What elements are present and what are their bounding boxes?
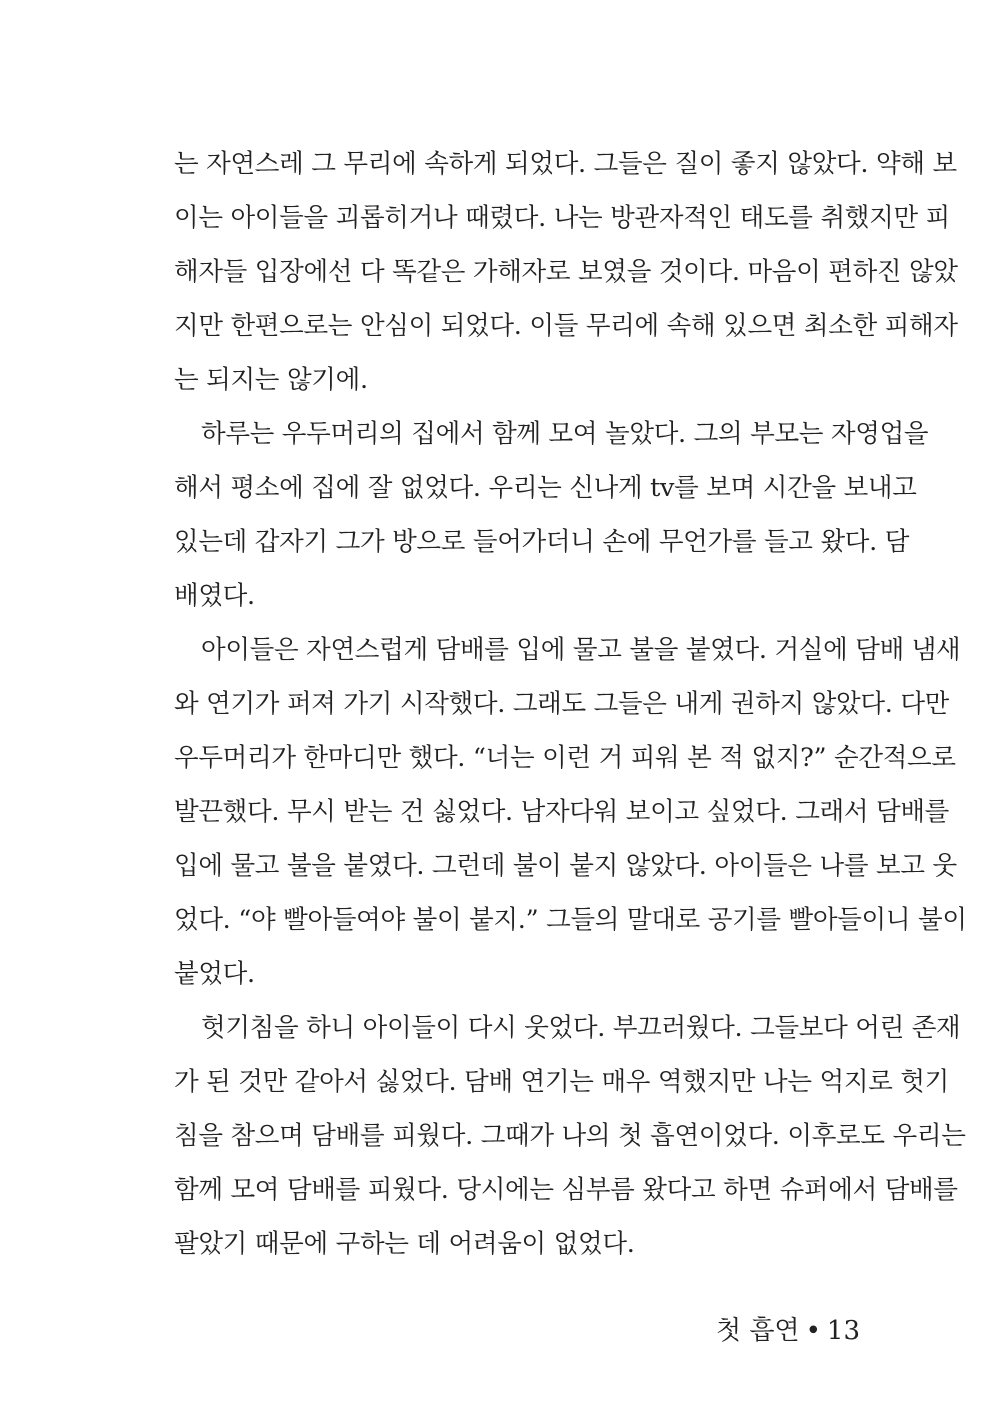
text-line: 지만 한편으로는 안심이 되었다. 이들 무리에 속해 있으면 최소한 피해자 (174, 311, 958, 341)
text-line: 팔았기 때문에 구하는 데 어려움이 없었다. (174, 1229, 635, 1259)
chapter-title: 첫 흡연 (715, 1316, 800, 1346)
text-line: 었다. “야 빨아들여야 불이 붙지.” 그들의 말대로 공기를 빨아들이니 불이 (174, 905, 967, 935)
text-line: 함께 모여 담배를 피웠다. 당시에는 심부름 왔다고 하면 슈퍼에서 담배를 (174, 1175, 958, 1205)
text-line: 우두머리가 한마디만 했다. “너는 이런 거 피워 본 적 없지?” 순간적으로 (174, 743, 956, 773)
text-line: 하루는 우두머리의 집에서 함께 모여 놀았다. 그의 부모는 자영업을 (201, 419, 929, 449)
text-line: 아이들은 자연스럽게 담배를 입에 물고 불을 붙였다. 거실에 담배 냄새 (201, 635, 961, 665)
text-line: 이는 아이들을 괴롭히거나 때렸다. 나는 방관자적인 태도를 취했지만 피 (174, 203, 950, 233)
text-line: 는 되지는 않기에. (174, 365, 368, 395)
text-line: 입에 물고 불을 붙였다. 그런데 불이 붙지 않았다. 아이들은 나를 보고 웃 (174, 851, 957, 881)
text-line: 와 연기가 퍼져 가기 시작했다. 그래도 그들은 내게 권하지 않았다. 다만 (174, 689, 949, 719)
body-text (174, 144, 967, 1278)
text-line: 발끈했다. 무시 받는 건 싫었다. 남자다워 보이고 싶었다. 그래서 담배를 (174, 797, 949, 827)
text-line: 있는데 갑자기 그가 방으로 들어가더니 손에 무언가를 들고 왔다. 담 (174, 527, 910, 557)
text-line: 헛기침을 하니 아이들이 다시 웃었다. 부끄러웠다. 그들보다 어린 존재 (201, 1013, 961, 1043)
page-footer (716, 1311, 860, 1351)
text-line: 배였다. (174, 581, 255, 611)
text-line: 해서 평소에 집에 잘 없었다. 우리는 신나게 tv를 보며 시간을 보내고 (174, 473, 917, 503)
text-line: 해자들 입장에선 다 똑같은 가해자로 보였을 것이다. 마음이 편하진 않았 (174, 257, 958, 287)
text-line: 가 된 것만 같아서 싫었다. 담배 연기는 매우 역했지만 나는 억지로 헛기 (174, 1067, 949, 1097)
footer-separator: • (805, 1316, 821, 1346)
text-line: 침을 참으며 담배를 피웠다. 그때가 나의 첫 흡연이었다. 이후로도 우리는 (174, 1121, 966, 1151)
text-line: 붙었다. (174, 959, 255, 989)
page-number: 13 (826, 1316, 860, 1346)
text-line: 는 자연스레 그 무리에 속하게 되었다. 그들은 질이 좋지 않았다. 약해 보 (174, 149, 957, 179)
